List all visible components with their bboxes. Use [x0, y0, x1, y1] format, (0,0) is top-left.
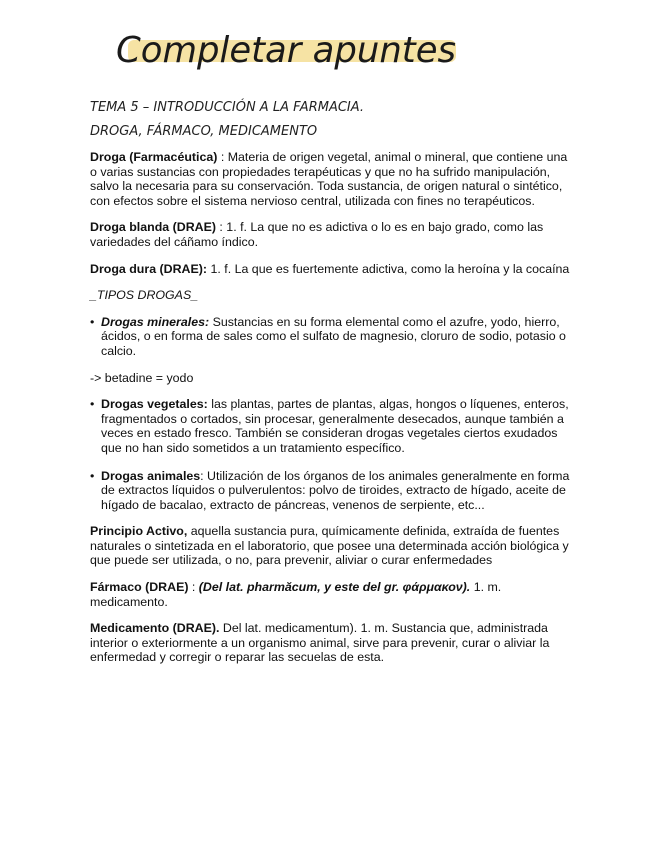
handwritten-header [108, 20, 468, 80]
definition-text: 1. f. La que es fuertemente adictiva, como la heroína y la cocaína [207, 261, 570, 276]
definition-text: : Materia de origen vegetal, animal o mineral, que contiene una o varias sustancias con propiedades terapéuticas y que no ha sufrido manipulación, salvo la necesaria para su conservación. Toda sustancia, de origen natural o sintético, con efectos sobre el sistema nervioso central, utilizada con fines no terapéuticos. [90, 150, 568, 208]
term-label: Drogas vegetales: [101, 397, 208, 412]
definition-text: 1. m. medicamento. [90, 580, 502, 609]
term-label: Medicamento (DRAE). [90, 621, 220, 636]
handwritten-title: Completar apuntes [116, 30, 456, 71]
separator: : [188, 580, 199, 595]
definition-text: aquella sustancia pura, químicamente definida, extraída de fuentes naturales o sintetizada en el laboratorio, que posee una determinada acción biológica y que puede ser utilizada, o no, para prevenir, aliviar o curar enfermedades [90, 524, 569, 568]
notes-content [90, 100, 570, 677]
definition-text: las plantas, partes de plantas, algas, hongos o líquenes, enteros, fragmentados o cortados, sin procesar, generalmente desecados, aunque también a veces en estado fresco. También se consideran drogas vegetales ciertos exudados que no han sido sometidos a un tratamiento específico. [101, 397, 569, 455]
term-label: Principio Activo, [90, 524, 188, 539]
term-label: Droga dura (DRAE): [90, 261, 208, 276]
term-label: Droga blanda (DRAE) [90, 220, 216, 235]
topic-subtitle: DROGA, FÁRMACO, MEDICAMENTO [90, 124, 318, 139]
definition-text: : 1. f. La que no es adictiva o lo es en bajo grado, como las variedades del cáñamo índico. [90, 220, 544, 249]
definition-text: : Utilización de los órganos de los animales generalmente en forma de extractos líquidos o pulverulentos: polvo de tiroides, extracto de hígado, aceite de hígado de bacalao, extracto de páncreas, venenos de serpiente, etc... [101, 468, 570, 512]
etymology: (Del lat. pharmăcum, y este del gr. φάρμακον). [198, 580, 471, 595]
topic-title: TEMA 5 – INTRODUCCIÓN A LA FARMACIA. [90, 100, 365, 115]
definition-droga-blanda [90, 220, 570, 249]
term-label: Droga (Farmacéutica) [90, 150, 218, 164]
definition-text: Sustancias en su forma elemental como el azufre, yodo, hierro, ácidos, o en forma de sales como el sulfato de magnesio, cloruro de sodio, potasio o calcio. [101, 314, 566, 358]
term-label: Drogas minerales: [101, 314, 210, 329]
definition-droga [90, 150, 570, 208]
tipos-drogas-heading: _TIPOS DROGAS_ [90, 288, 199, 303]
list-item [90, 397, 570, 455]
definition-medicamento [90, 621, 570, 665]
term-label: Drogas animales [101, 468, 201, 483]
tipos-list-minerales [90, 315, 570, 359]
list-item [90, 469, 570, 513]
note-betadine: -> betadine = yodo [90, 370, 194, 385]
definition-principio-activo [90, 524, 570, 568]
definition-farmaco [90, 580, 570, 609]
term-label: Fármaco (DRAE) [90, 580, 189, 595]
definition-text: Del lat. medicamentum). 1. m. Sustancia que, administrada interior o exteriormente a un organismo animal, sirve para prevenir, curar o aliviar la enfermedad y corregir o reparar las secuelas de esta. [90, 621, 550, 665]
definition-droga-dura [90, 262, 570, 277]
list-item [90, 315, 570, 359]
tipos-list-animales [90, 469, 570, 513]
tipos-list-vegetales [90, 397, 570, 455]
